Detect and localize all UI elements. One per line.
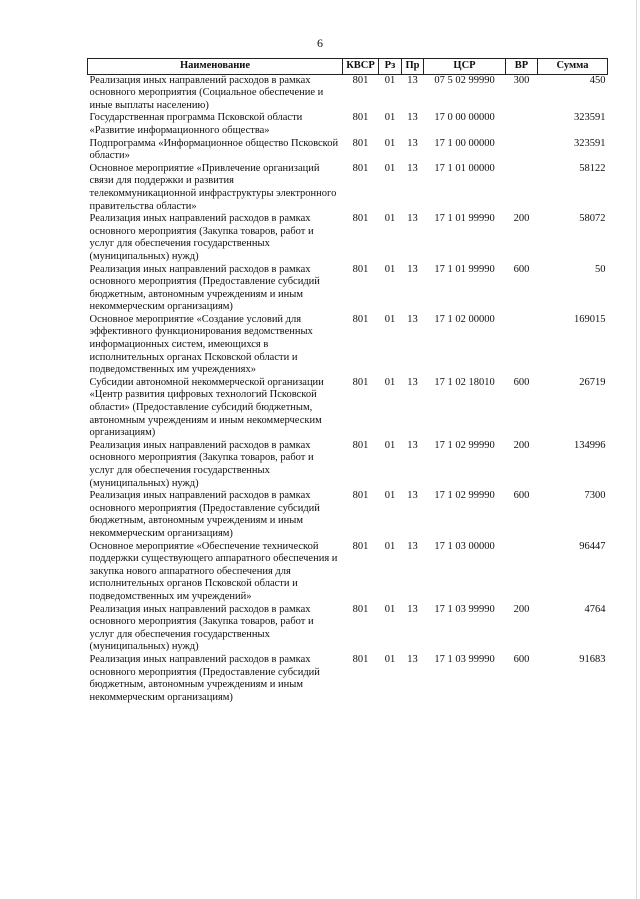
cell-sum: 450 [589, 74, 606, 86]
budget-table-body [88, 74, 608, 704]
table-row [88, 264, 608, 314]
cell-vr: 200 [513, 603, 530, 615]
cell-pr: 13 [407, 439, 418, 451]
header-vr: ВР [506, 59, 538, 75]
cell-vr: 200 [513, 213, 530, 225]
cell-rz: 01 [384, 313, 396, 325]
cell-name: Государственная программа Псковской области «Развитие информационного общества» [89, 112, 303, 136]
cell-kvsr: 801 [352, 439, 369, 451]
cell-kvsr: 801 [352, 540, 369, 552]
cell-rz: 01 [384, 540, 396, 552]
cell-rz: 01 [384, 112, 396, 124]
cell-name: Реализация иных направлений расходов в рамках основного мероприятия (Предоставление субсидий бюджетным, автономным учреждениям и иным некоммерческим организациям) [89, 653, 320, 703]
header-kvsr: КВСР [343, 59, 379, 75]
cell-csr: 17 1 02 99990 [434, 439, 495, 451]
cell-name: Основное мероприятие «Привлечение организаций связи для поддержки и развития телекоммуникационной инфраструктуры электронного правительства области» [89, 162, 337, 212]
cell-name: Субсидии автономной некоммерческой организации «Центр развития цифровых технологий Псковской области» (Предоставление субсидий бюджетным, автономным учреждениям и иным некоммерческим организациям) [89, 376, 324, 439]
scan-edge-line [636, 0, 637, 899]
cell-csr: 17 1 02 00000 [434, 313, 495, 325]
cell-rz: 01 [384, 137, 396, 149]
table-row [88, 377, 608, 440]
cell-vr: 600 [513, 653, 530, 665]
header-name: Наименование [88, 59, 343, 75]
header-csr: ЦСР [424, 59, 506, 75]
cell-csr: 17 1 01 00000 [434, 162, 495, 174]
cell-sum: 58072 [579, 213, 606, 225]
cell-vr [506, 112, 538, 137]
cell-pr: 13 [407, 112, 418, 124]
cell-sum: 134996 [574, 439, 606, 451]
cell-sum: 7300 [584, 490, 606, 502]
header-pr: Пр [402, 59, 424, 75]
cell-vr: 200 [513, 439, 530, 451]
cell-vr [506, 541, 538, 604]
table-row [88, 138, 608, 163]
cell-name: Реализация иных направлений расходов в рамках основного мероприятия (Закупка товаров, работ и услуг для обеспечения государственных (муниципальных) нужд) [89, 439, 314, 489]
cell-pr: 13 [407, 162, 418, 174]
cell-pr: 13 [407, 313, 418, 325]
budget-table [87, 58, 608, 704]
table-row [88, 163, 608, 213]
cell-sum: 50 [595, 263, 606, 275]
cell-sum: 323591 [574, 137, 606, 149]
cell-name: Реализация иных направлений расходов в рамках основного мероприятия (Социальное обеспечение и иные выплаты населению) [89, 74, 324, 111]
table-row [88, 314, 608, 377]
cell-name: Реализация иных направлений расходов в рамках основного мероприятия (Закупка товаров, работ и услуг для обеспечения государственных (муниципальных) нужд) [89, 603, 314, 653]
cell-pr: 13 [407, 137, 418, 149]
cell-name: Реализация иных направлений расходов в рамках основного мероприятия (Предоставление субсидий бюджетным, автономным учреждениям и иным некоммерческим организациям) [89, 263, 320, 313]
cell-pr: 13 [407, 376, 418, 388]
cell-rz: 01 [384, 263, 396, 275]
cell-sum: 26719 [579, 376, 606, 388]
cell-pr: 13 [407, 213, 418, 225]
cell-csr: 17 1 00 00000 [434, 137, 495, 149]
cell-kvsr: 801 [352, 162, 369, 174]
cell-vr: 300 [513, 74, 530, 86]
cell-name: Реализация иных направлений расходов в рамках основного мероприятия (Предоставление субсидий бюджетным, автономным учреждениям и иным некоммерческим организациям) [89, 490, 320, 539]
cell-kvsr: 801 [352, 603, 369, 615]
cell-kvsr: 801 [352, 263, 369, 275]
cell-name: Подпрограмма «Информационное общество Псковской области» [89, 137, 339, 162]
cell-vr [506, 138, 538, 163]
cell-rz: 01 [384, 74, 396, 86]
cell-sum: 58122 [579, 162, 606, 174]
cell-pr: 13 [407, 74, 418, 86]
cell-csr: 17 1 02 18010 [434, 376, 495, 388]
cell-rz: 01 [384, 653, 396, 665]
table-row [88, 440, 608, 490]
cell-csr: 17 1 03 00000 [434, 540, 495, 552]
cell-vr: 600 [513, 263, 530, 275]
table-row [88, 112, 608, 137]
cell-rz: 01 [384, 213, 396, 225]
cell-pr: 13 [407, 263, 418, 275]
table-row [88, 490, 608, 540]
cell-kvsr: 801 [352, 112, 369, 124]
cell-csr: 17 1 03 99990 [434, 653, 495, 665]
cell-pr: 13 [407, 603, 418, 615]
table-row [88, 604, 608, 654]
table-row [88, 654, 608, 704]
table-row [88, 541, 608, 604]
cell-rz: 01 [384, 162, 396, 174]
cell-kvsr: 801 [352, 213, 369, 225]
cell-kvsr: 801 [352, 653, 369, 665]
cell-kvsr: 801 [352, 74, 369, 86]
cell-sum: 169015 [574, 313, 606, 325]
cell-csr: 17 0 00 00000 [434, 112, 495, 124]
cell-csr: 17 1 01 99990 [434, 213, 495, 225]
cell-pr: 13 [407, 540, 418, 552]
cell-csr: 07 5 02 99990 [434, 74, 495, 86]
cell-csr: 17 1 02 99990 [434, 490, 495, 502]
header-rz: Рз [379, 59, 402, 75]
cell-kvsr: 801 [352, 490, 369, 502]
cell-sum: 91683 [579, 653, 606, 665]
cell-vr [506, 314, 538, 377]
cell-name: Основное мероприятие «Создание условий для эффективного функционирования ведомственных информационных систем, имеющихся в исполнительных органах Псковской области и подведомственных им учреждениях» [89, 313, 313, 376]
cell-kvsr: 801 [352, 376, 369, 388]
cell-pr: 13 [407, 490, 418, 502]
cell-csr: 17 1 03 99990 [434, 603, 495, 615]
cell-rz: 01 [384, 490, 396, 502]
cell-csr: 17 1 01 99990 [434, 263, 495, 275]
table-row [88, 74, 608, 112]
cell-sum: 4764 [584, 603, 606, 615]
cell-rz: 01 [384, 603, 396, 615]
table-row [88, 213, 608, 263]
cell-sum: 96447 [579, 540, 606, 552]
cell-vr: 600 [513, 376, 530, 388]
page-number: 6 [317, 36, 323, 50]
cell-name: Реализация иных направлений расходов в рамках основного мероприятия (Закупка товаров, работ и услуг для обеспечения государственных (муниципальных) нужд) [89, 213, 314, 262]
cell-kvsr: 801 [352, 137, 369, 149]
cell-sum: 323591 [574, 112, 606, 124]
cell-vr [506, 163, 538, 213]
cell-rz: 01 [384, 376, 396, 388]
cell-kvsr: 801 [352, 313, 369, 325]
cell-name: Основное мероприятие «Обеспечение технической поддержки существующего аппаратного обеспечения и закупка нового аппаратного обеспечения для исполнительных органов Псковской области и подведомственных им учреждений» [89, 540, 338, 602]
cell-pr: 13 [407, 653, 418, 665]
header-sum: Сумма [538, 59, 608, 75]
cell-rz: 01 [384, 439, 396, 451]
table-header-row [88, 59, 608, 75]
cell-vr: 600 [513, 490, 530, 502]
